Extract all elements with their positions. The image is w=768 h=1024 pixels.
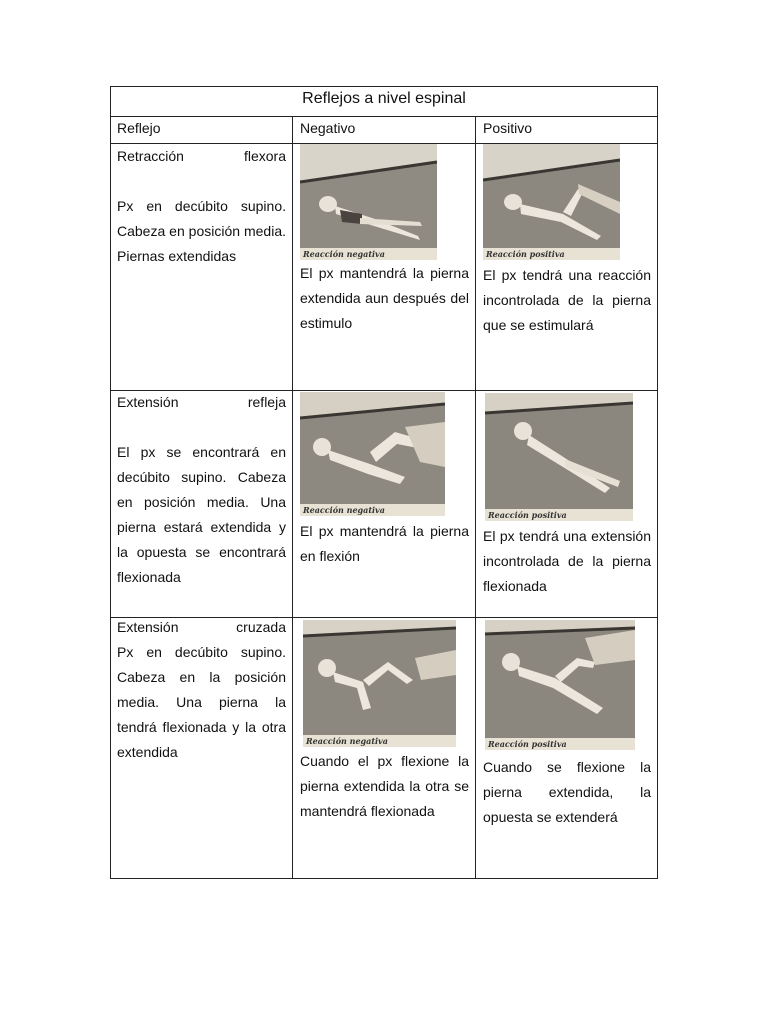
table-row-1-positive-text: El px tendrá una reacción incontrolada de la pierna que se estimulará bbox=[483, 267, 651, 333]
reflex-name: Retracción flexora bbox=[117, 148, 286, 164]
reflexes-table bbox=[110, 86, 658, 879]
table-row-2-negative-text: El px mantendrá la pierna en flexión bbox=[300, 523, 469, 564]
photo-negative-reaction bbox=[300, 392, 445, 516]
reflex-description: Px en decúbito supino. Cabeza en posición media. Piernas extendidas bbox=[117, 198, 286, 264]
table-row-2-positive-text: El px tendrá una extensión incontrolada de la pierna flexionada bbox=[483, 528, 651, 594]
table-row-3-positive-text: Cuando se flexione la pierna extendida, la opuesta se extenderá bbox=[483, 759, 651, 825]
column-divider bbox=[475, 117, 476, 879]
photo-negative-reaction bbox=[303, 620, 456, 747]
table-row-1-reflex bbox=[111, 144, 292, 269]
table-row-2-reflex bbox=[111, 390, 292, 590]
photo-caption: Reacción negativa bbox=[300, 504, 445, 516]
photo-caption: Reacción positiva bbox=[485, 509, 633, 521]
photo-caption: Reacción negativa bbox=[300, 248, 437, 260]
photo-positive-reaction bbox=[485, 393, 633, 521]
photo-caption: Reacción positiva bbox=[485, 738, 635, 750]
reflex-name: Extensión refleja bbox=[117, 394, 286, 410]
photo-positive-reaction bbox=[483, 144, 620, 260]
photo-caption: Reacción negativa bbox=[303, 735, 456, 747]
table-row-3-reflex bbox=[111, 615, 292, 765]
column-divider bbox=[292, 117, 293, 879]
table-title: Reflejos a nivel espinal bbox=[111, 87, 657, 117]
table-row-3-negative-text: Cuando el px flexione la pierna extendida la otra se mantendrá flexionada bbox=[300, 753, 469, 819]
reflex-description: El px se encontrará en decúbito supino. Cabeza en posición media. Una pierna estará extendida y la opuesta se encontrará flexionada bbox=[117, 444, 286, 585]
header-negativo: Negativo bbox=[300, 120, 356, 136]
table-header-row bbox=[111, 117, 657, 144]
reflex-name: Extensión cruzada bbox=[117, 619, 286, 635]
photo-caption: Reacción positiva bbox=[483, 248, 620, 260]
header-reflejo: Reflejo bbox=[117, 120, 161, 136]
table-row-1-negative-text: El px mantendrá la pierna extendida aun después del estimulo bbox=[300, 265, 469, 331]
photo-positive-reaction bbox=[485, 620, 635, 750]
reflex-description: Px en decúbito supino. Cabeza en la posición media. Una pierna la tendrá flexionada y la otra extendida bbox=[117, 644, 286, 760]
photo-negative-reaction bbox=[300, 144, 437, 260]
header-positivo: Positivo bbox=[483, 120, 533, 136]
